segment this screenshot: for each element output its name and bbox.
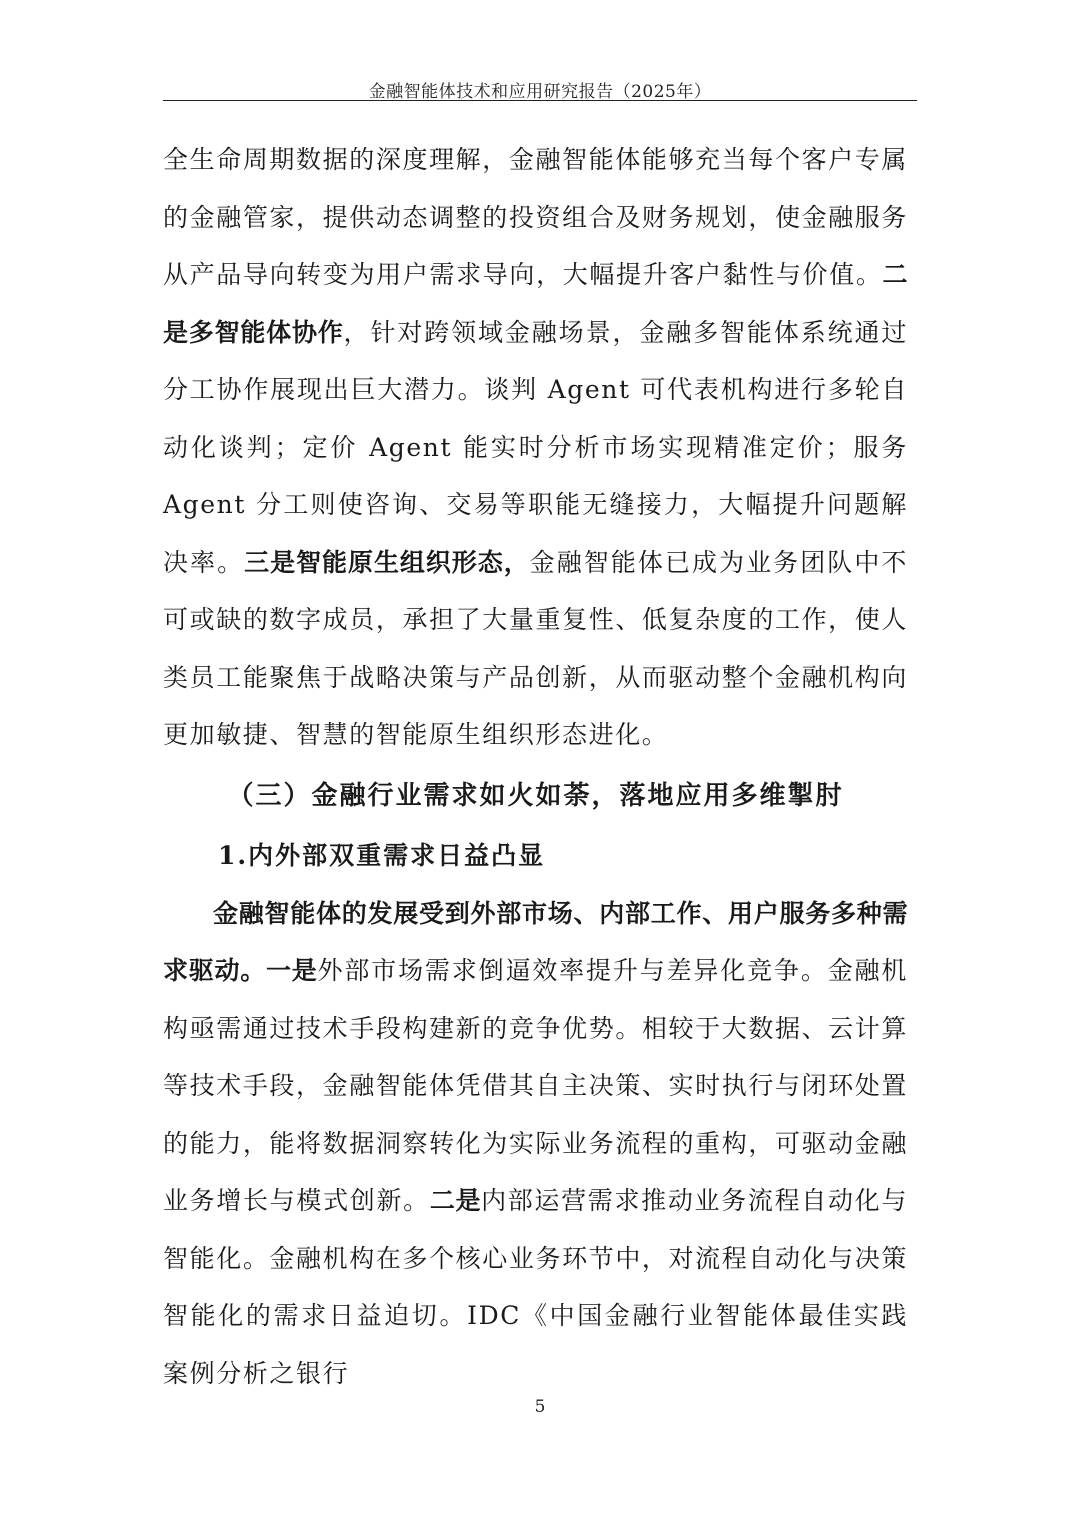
paragraph1-text-c: ，针对跨领域金融场景，金融多智能体系统通过分工协作展现出巨大潜力。谈判 Agent 可代表机构进行多轮自动化谈判；定价 Agent 能实时分析市场实现精准定价；服务 Agent 分工则使咨询、交易等职能无缝接力，大幅提升问题解决率。 [163,317,908,577]
paragraph-continued [163,131,908,764]
paragraph2-bold-second: 二是 [429,1186,482,1215]
paragraph-demand-drivers [163,885,908,1403]
page-number: 5 [534,1397,546,1417]
subsection-heading: 1.内外部双重需求日益凸显 [218,840,546,870]
paragraph1-bold-native-org: 三是智能原生组织形态， [244,547,530,577]
paragraph1-bold-multi-agent: 二是多智能体协作 [163,260,908,347]
paragraph2-bold-lead: 金融智能体的发展受到外部市场、内部工作、用户服务多种需求驱动。一是 [163,898,908,985]
page-body [163,131,908,1402]
running-header: 金融智能体技术和应用研究报告（2025年） [368,82,712,102]
header-divider [163,100,917,101]
paragraph2-text-d: 内部运营需求推动业务流程自动化与智能化。金融机构在多个核心业务环节中，对流程自动化与决策智能化的需求日益迫切。IDC《中国金融行业智能体最佳实践案例分析之银行 [163,1186,908,1388]
paragraph2-text-b: 外部市场需求倒逼效率提升与差异化竞争。金融机构亟需通过技术手段构建新的竞争优势。相较于大数据、云计算等技术手段，金融智能体凭借其自主决策、实时执行与闭环处置的能力，能将数据洞察转化为实际业务流程的重构，可驱动金融业务增长与模式创新。 [163,956,908,1215]
paragraph1-text-e: 金融智能体已成为业务团队中不可或缺的数字成员，承担了大量重复性、低复杂度的工作，使人类员工能聚焦于战略决策与产品创新，从而驱动整个金融机构向更加敏捷、智慧的智能原生组织形态进化。 [163,547,908,749]
section-heading: （三）金融行业需求如火如荼，落地应用多维掣肘 [227,780,844,811]
paragraph1-text-a: 全生命周期数据的深度理解，金融智能体能够充当每个客户专属的金融管家，提供动态调整的投资组合及财务规划，使金融服务从产品导向转变为用户需求导向，大幅提升客户黏性与价值。 [163,145,908,289]
